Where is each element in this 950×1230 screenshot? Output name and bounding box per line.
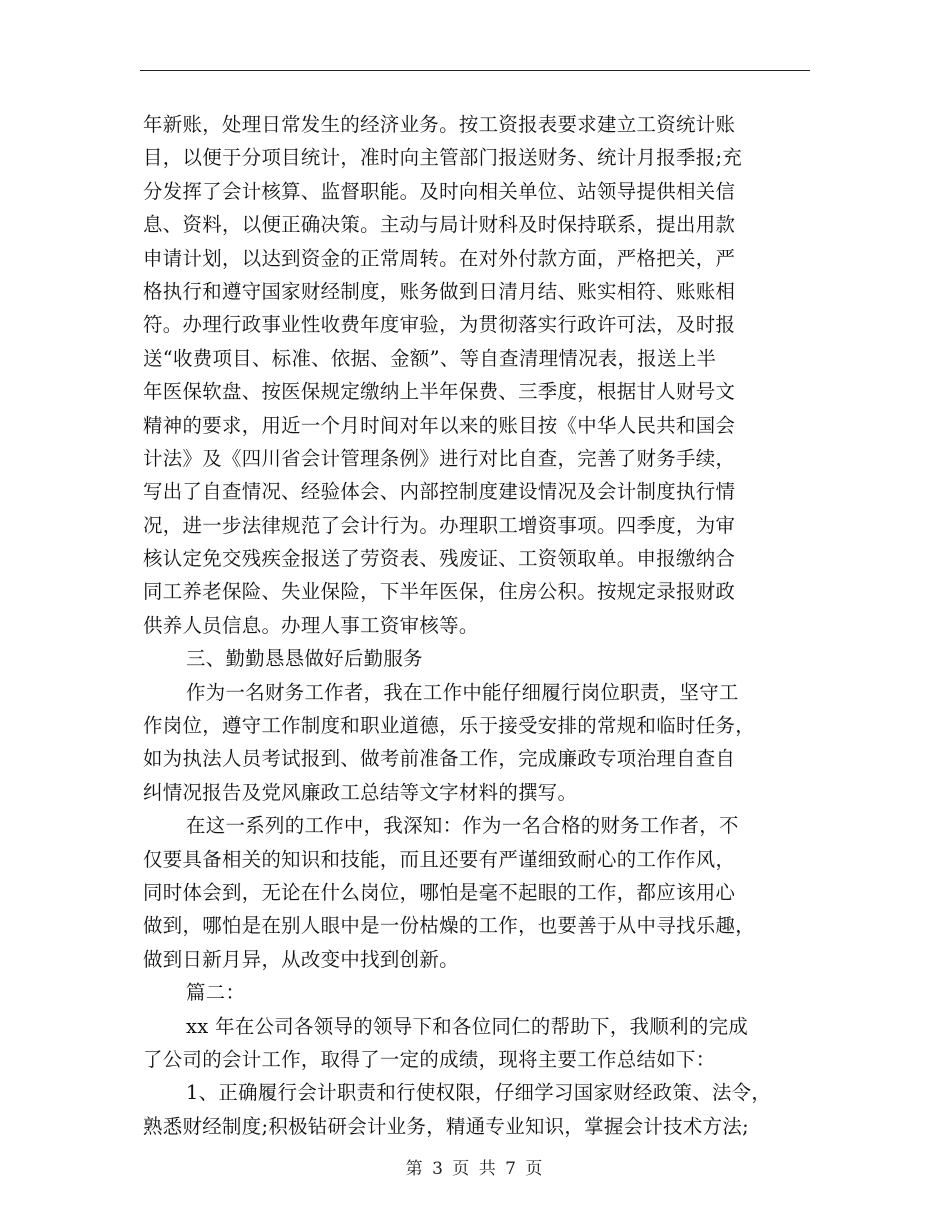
text-line: 如为执法人员考试报到、做考前准备工作，完成廉政专项治理自查自	[143, 747, 736, 771]
text-line: 熟悉财经制度;积极钻研会计业务，精通专业知识，掌握会计技术方法;	[143, 1114, 749, 1138]
text-line: 做到日新月异，从改变中找到创新。	[143, 947, 459, 971]
text-line: 写出了自查情况、经验体会、内部控制度建设情况及会计制度执行情	[143, 480, 736, 504]
text-line: 供养人员信息。办理人事工资审核等。	[143, 613, 479, 637]
text-line: 息、资料，以便正确决策。主动与局计财科及时保持联系，提出用款	[143, 213, 736, 237]
text-line: 格执行和遵守国家财经制度，账务做到日清月结、账实相符、账账相	[143, 279, 736, 303]
text-line: 在这一系列的工作中，我深知：作为一名合格的财务工作者，不	[186, 814, 739, 838]
text-line: 申请计划，以达到资金的正常周转。在对外付款方面，严格把关，严	[143, 246, 736, 270]
text-line: 核认定免交残疾金报送了劳资表、残废证、工资领取单。申报缴纳合	[143, 547, 736, 571]
text-line: 1、正确履行会计职责和行使权限，仔细学习国家财经政策、法令，	[186, 1081, 772, 1105]
text-line: 了公司的会计工作，取得了一定的成绩，现将主要工作总结如下：	[143, 1047, 716, 1071]
text-line: 同工养老保险、失业保险，下半年医保，住房公积。按规定录报财政	[143, 580, 736, 604]
text-line: 年新账，处理日常发生的经济业务。按工资报表要求建立工资统计账	[143, 113, 736, 136]
text-line: 作岗位，遵守工作制度和职业道德，乐于接受安排的常规和临时任务，	[143, 714, 755, 738]
text-line: 篇二：	[186, 981, 246, 1005]
text-line: 年医保软盘、按医保规定缴纳上半年保费、三季度，根据甘人财号文	[143, 380, 736, 404]
text-line: 目，以便于分项目统计，准时向主管部门报送财务、统计月报季报;充	[143, 146, 743, 170]
header-rule	[140, 70, 810, 71]
text-line: 同时体会到，无论在什么岗位，哪怕是毫不起眼的工作，都应该用心	[143, 880, 736, 904]
text-line: 三、勤勤恳恳做好后勤服务	[186, 647, 423, 671]
text-line: 送“收费项目、标准、依据、金额”、等自查清理情况表，报送上半	[143, 346, 717, 370]
text-line: 况，进一步法律规范了会计行为。办理职工增资事项。四季度，为审	[143, 513, 736, 537]
text-line: 作为一名财务工作者，我在工作中能仔细履行岗位职责，坚守工	[186, 680, 739, 704]
text-line: 分发挥了会计核算、监督职能。及时向相关单位、站领导提供相关信	[143, 179, 736, 203]
body-text	[143, 108, 823, 1143]
text-line: xx 年在公司各领导的领导下和各位同仁的帮助下，我顺利的完成	[186, 1014, 749, 1038]
page-footer: 第 3 页 共 7 页	[405, 1159, 545, 1179]
text-line: 仅要具备相关的知识和技能，而且还要有严谨细致耐心的工作作风，	[143, 847, 736, 871]
text-line: 精神的要求，用近一个月时间对年以来的账目按《中华人民共和国会	[143, 413, 736, 437]
text-line: 做到，哪怕是在别人眼中是一份枯燥的工作，也要善于从中寻找乐趣，	[143, 914, 755, 938]
text-line: 计法》及《四川省会计管理条例》进行对比自查，完善了财务手续，	[143, 446, 736, 470]
text-line: 符。办理行政事业性收费年度审验，为贯彻落实行政许可法，及时报	[143, 313, 736, 337]
text-line: 纠情况报告及党风廉政工总结等文字材料的撰写。	[143, 780, 578, 804]
